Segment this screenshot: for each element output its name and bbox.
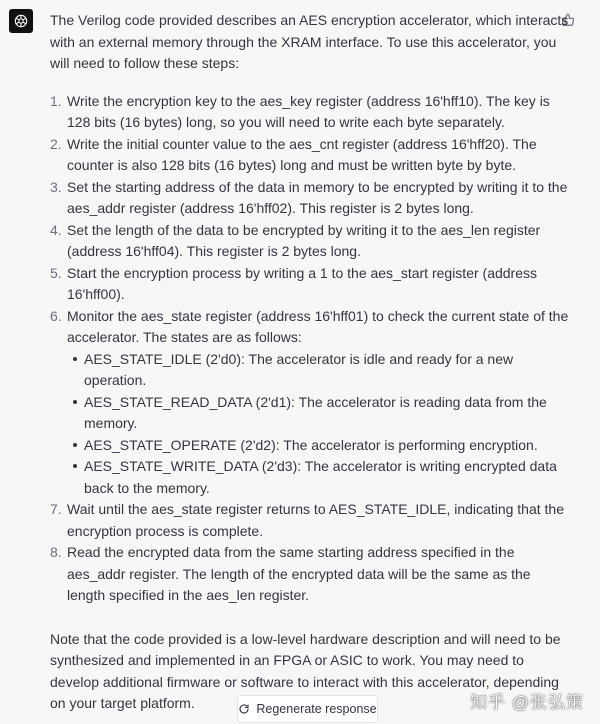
- assistant-message: [50, 10, 570, 715]
- state-item: AES_STATE_WRITE_DATA (2'd3): The accelerator is writing encrypted data back to the memory.: [84, 456, 570, 499]
- regenerate-label: Regenerate response: [256, 702, 377, 716]
- assistant-avatar: [9, 9, 33, 33]
- step-item: 8. Read the encrypted data from the same starting address specified in the aes_addr register. The length of the encrypted data will be the same as the length specified in the aes_len register.: [50, 544, 531, 603]
- regenerate-button[interactable]: [237, 695, 378, 723]
- step-item: 2. Write the initial counter value to the aes_cnt register (address 16'hff20). The counter is also 128 bits (16 bytes) long and must be written byte by byte.: [50, 135, 537, 173]
- step-item: 3. Set the starting address of the data in memory to be encrypted by writing it to the aes_addr register (address 16'hff02). This register is 2 bytes long.: [50, 178, 568, 216]
- step-item: 1. Write the encryption key to the aes_key register (address 16'hff10). The key is 128 bits (16 bytes) long, so you will need to write each byte separately.: [50, 92, 550, 130]
- state-item: AES_STATE_IDLE (2'd0): The accelerator is idle and ready for a new operation.: [84, 349, 570, 392]
- states-list: [67, 349, 570, 500]
- step-item: 5. Start the encryption process by writing a 1 to the aes_start register (address 16'hff00).: [50, 264, 538, 302]
- note-paragraph: Note that the code provided is a low-level hardware description and will need to be synthesized and implemented in an FPGA or ASIC to work. You may need to develop additional firmware or software to interact with this accelerator, depending on your target platform.: [50, 630, 561, 711]
- steps-list: [50, 91, 570, 607]
- openai-logo-icon: [13, 13, 29, 29]
- refresh-icon: [238, 703, 250, 715]
- step-item: 7. Wait until the aes_state register returns to AES_STATE_IDLE, indicating that the encryption process is complete.: [50, 501, 564, 539]
- step-item: 4. Set the length of the data to be encrypted by writing it to the aes_len register (address 16'hff04). This register is 2 bytes long.: [50, 221, 541, 259]
- intro-paragraph: The Verilog code provided describes an AES encryption accelerator, which interacts with an external memory through the XRAM interface. To use this accelerator, you will need to follow these steps:: [50, 12, 569, 71]
- watermark: 知乎 @张弘策: [470, 693, 584, 712]
- state-item: AES_STATE_OPERATE (2'd2): The accelerator is performing encryption.: [84, 435, 570, 457]
- state-item: AES_STATE_READ_DATA (2'd1): The accelerator is reading data from the memory.: [84, 392, 570, 435]
- step-item: 6. Monitor the aes_state register (address 16'hff01) to check the current state of the accelerator. The states are as follows: AES_STATE_IDLE (2'd0): The accelerator is idle and ready for a new operation. AES_STATE_READ_DATA (2'd1): The accelerator is reading data from the memory. AES_STATE_OPERATE (2'd2): The accelerator is performing encryption. AES_STATE_WRITE_DATA (2'd3): The accelerator is writing encrypted data back to the memory.: [67, 306, 570, 500]
